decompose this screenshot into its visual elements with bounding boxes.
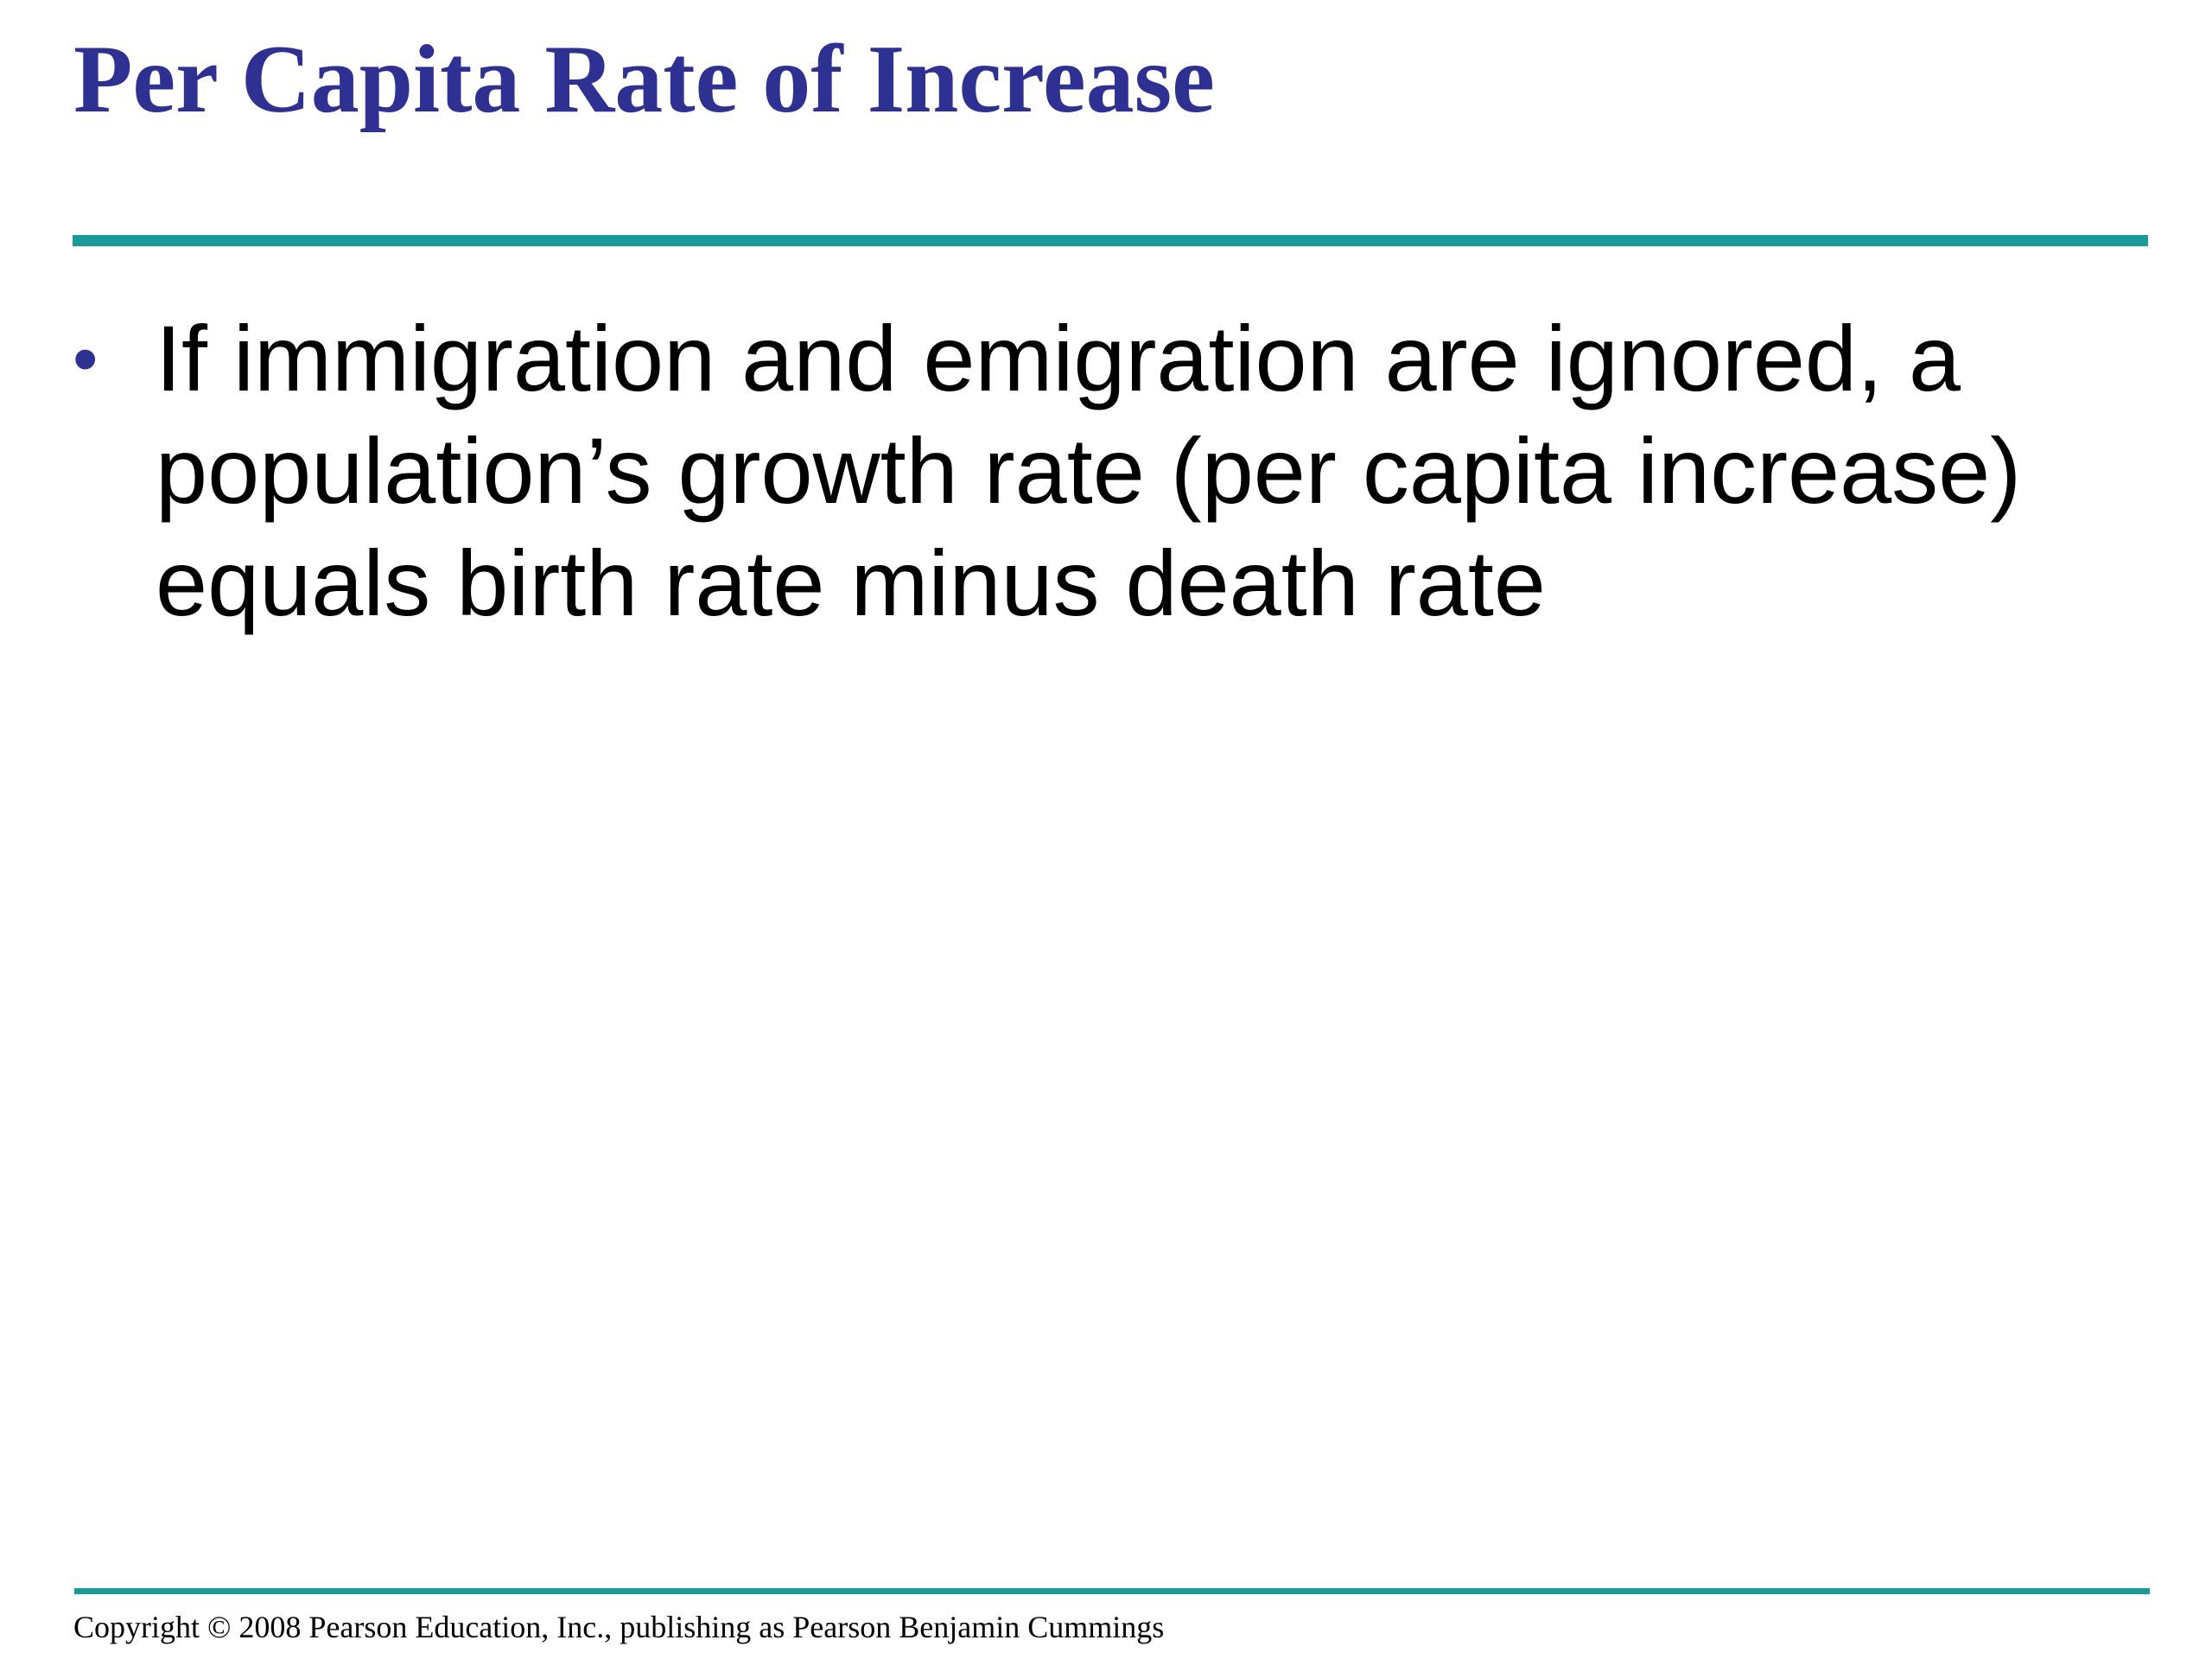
slide-title: Per Capita Rate of Increase	[73, 26, 1215, 133]
bullet-list	[69, 302, 2143, 639]
copyright-footer: Copyright © 2008 Pearson Education, Inc., publishing as Pearson Benjamin Cummings	[73, 1610, 1165, 1644]
footer-divider	[74, 1588, 2150, 1594]
bullet-text: If immigration and emigration are ignored, a population’s growth rate (per capita increase) equals birth rate minus death rate	[156, 306, 2022, 635]
title-divider	[73, 235, 2148, 246]
bullet-item	[69, 302, 2143, 639]
bullet-dot-icon: •	[73, 318, 99, 399]
